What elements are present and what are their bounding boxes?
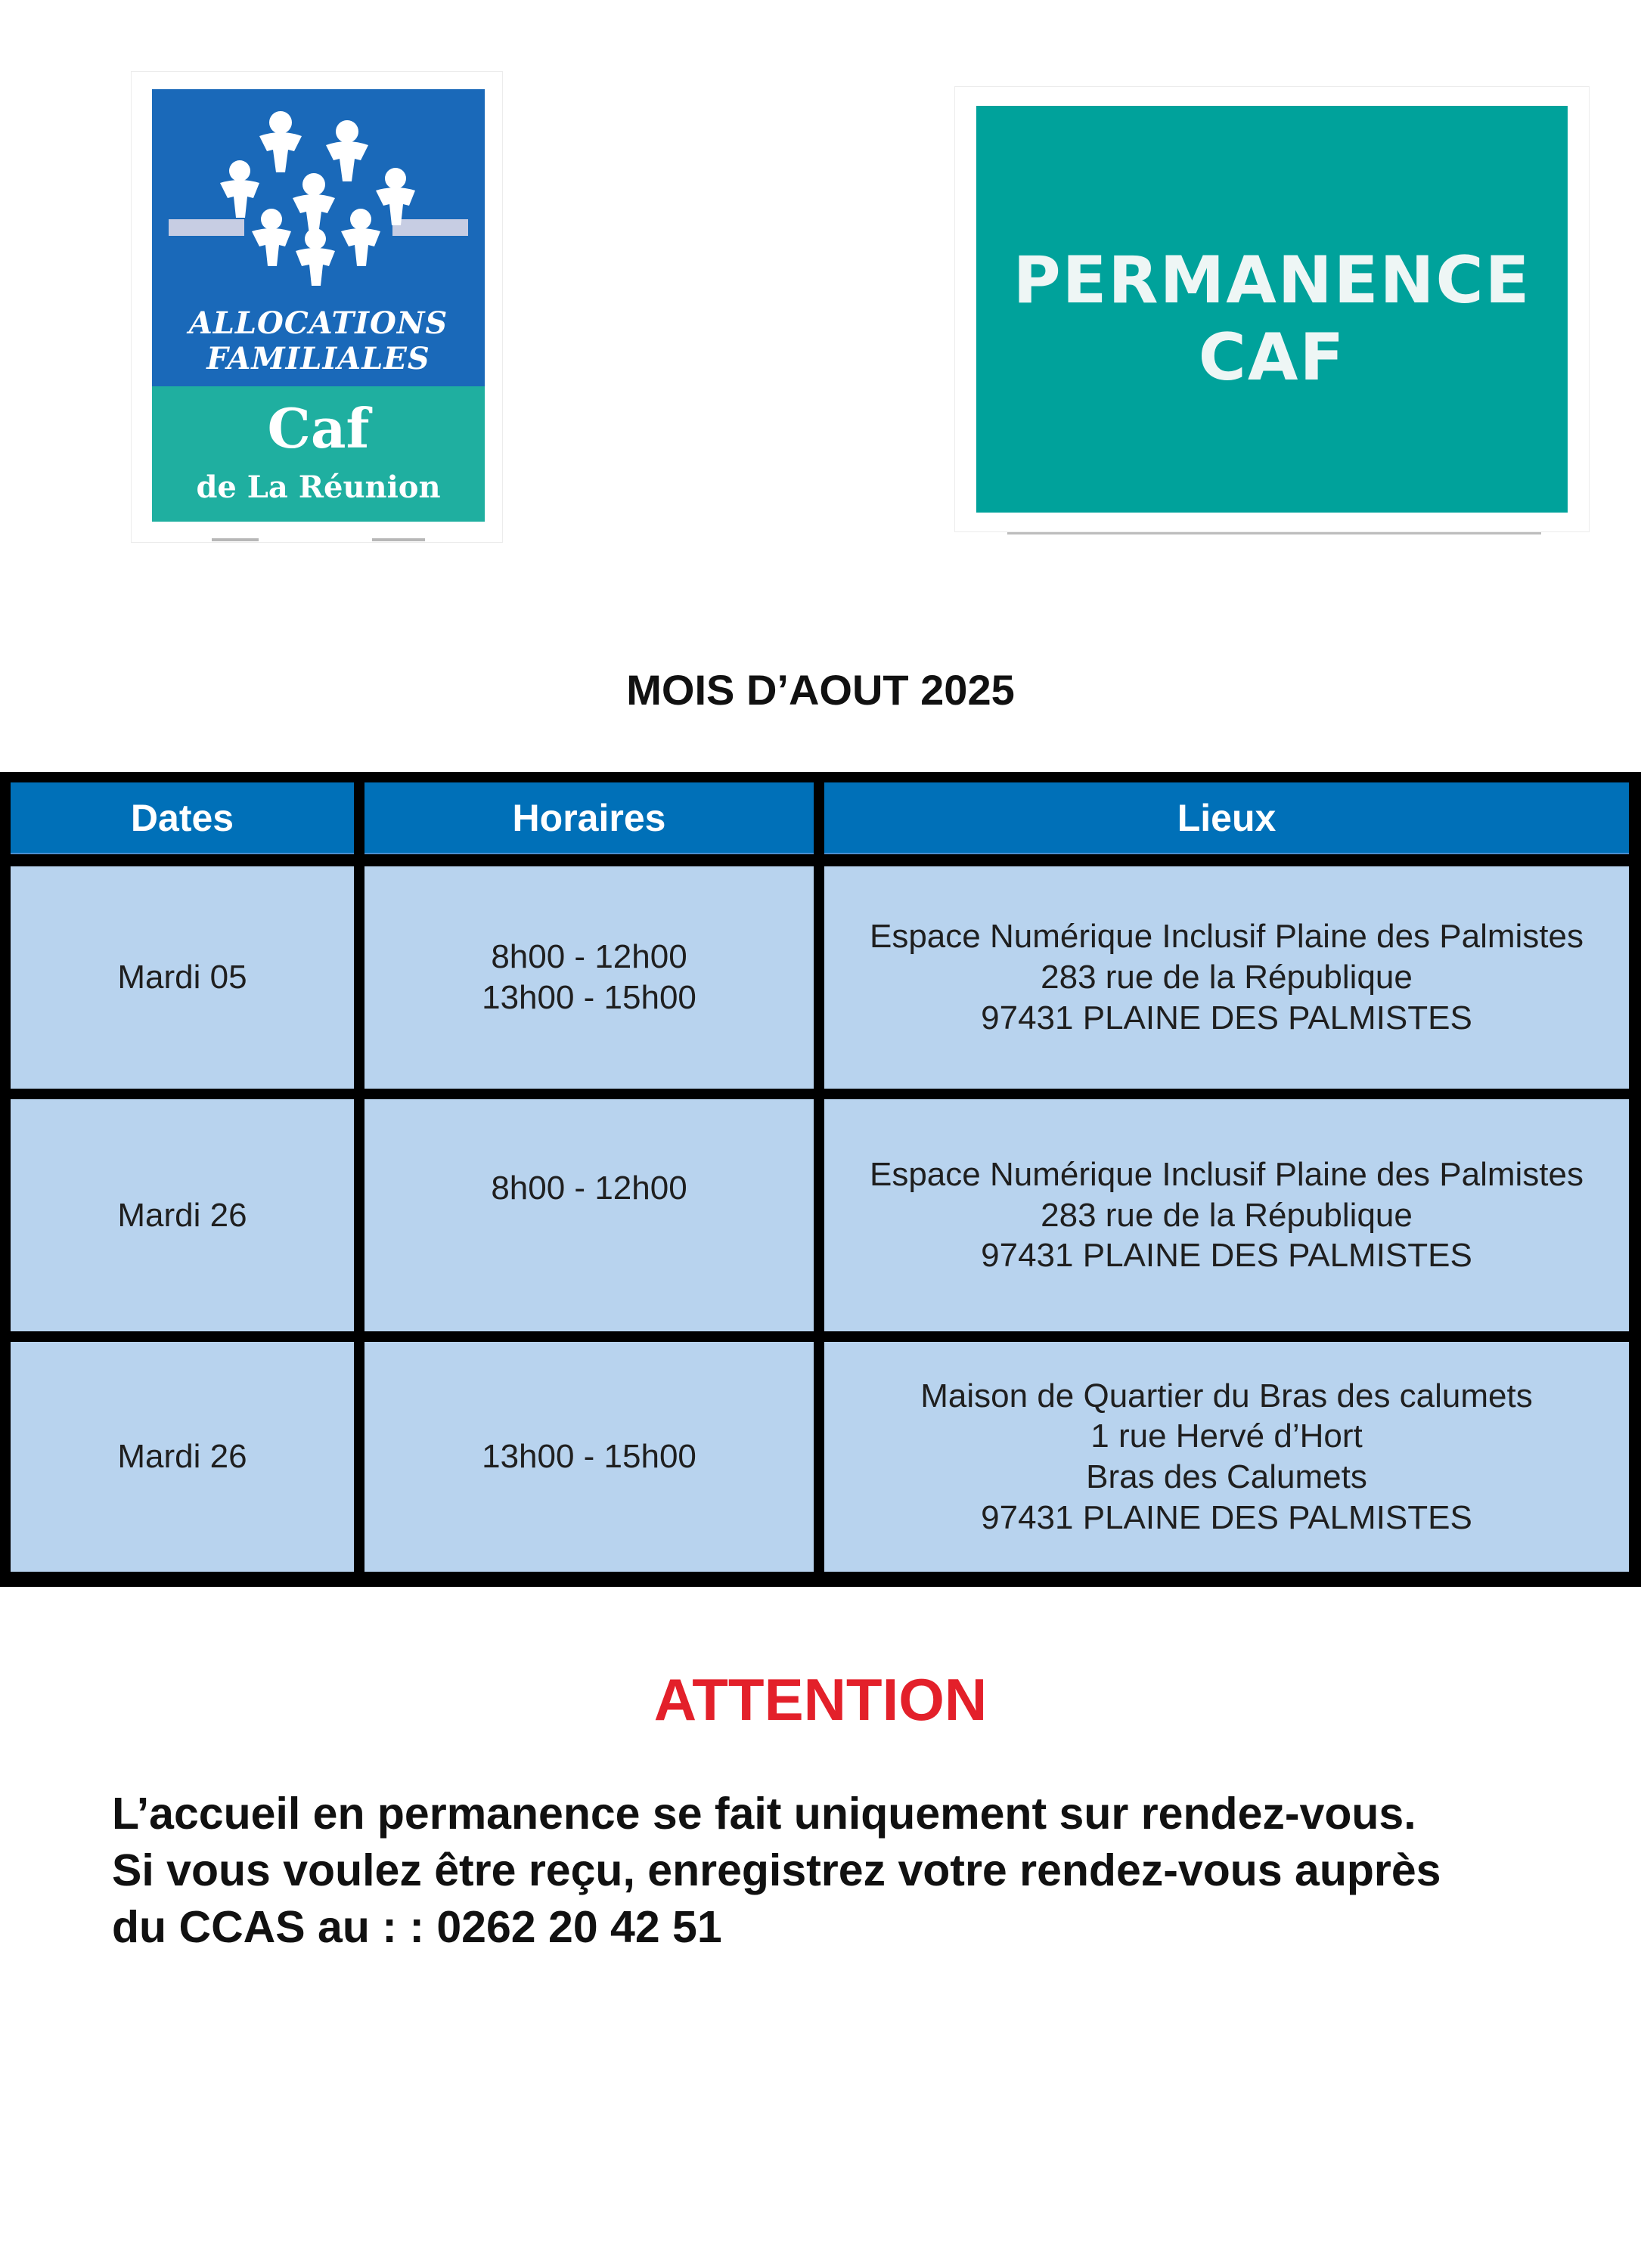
table-row-3-date xyxy=(11,1342,354,1572)
schedule-table xyxy=(0,772,1641,1587)
caf-reunion-logo xyxy=(152,89,485,522)
table-row-3-hours xyxy=(364,1342,814,1572)
permanence-caf-logo xyxy=(976,106,1568,513)
logo-text-allocations: ALLOCATIONS xyxy=(188,305,448,341)
hours-text: 8h00 - 12h00 xyxy=(491,938,687,976)
notice-line-1: L’accueil en permanence se fait uniquement sur rendez-vous. xyxy=(112,1789,1416,1839)
header-dates: Dates xyxy=(11,782,354,854)
table-row-1-place xyxy=(824,866,1629,1089)
logo-text-caf-green: CAF xyxy=(1198,320,1346,395)
table-row-2-hours xyxy=(364,1099,814,1331)
hours-text: 13h00 - 15h00 xyxy=(482,1438,696,1476)
notice-line-3: du CCAS au : : 0262 20 42 51 xyxy=(112,1901,722,1952)
table-row-1-hours xyxy=(364,866,814,1089)
table-row-2-date xyxy=(11,1099,354,1331)
notice-line-2: Si vous voulez être reçu, enregistrez votre rendez-vous auprès xyxy=(112,1845,1441,1895)
place-area: Bras des Calumets xyxy=(1086,1458,1367,1495)
place-name: Espace Numérique Inclusif Plaine des Palmistes xyxy=(869,1155,1584,1193)
hours-text: 8h00 - 12h00 xyxy=(491,1170,687,1207)
place-name: Maison de Quartier du Bras des calumets xyxy=(920,1377,1533,1414)
header-lieux: Lieux xyxy=(824,782,1629,854)
place-city: 97431 PLAINE DES PALMISTES xyxy=(981,1237,1472,1275)
place-street: 1 rue Hervé d’Hort xyxy=(1090,1418,1363,1455)
place-city: 97431 PLAINE DES PALMISTES xyxy=(981,999,1472,1036)
date-text: Mardi 26 xyxy=(117,1196,247,1234)
logo-underline xyxy=(1007,532,1541,534)
place-street: 283 rue de la République xyxy=(1041,959,1413,996)
appointment-notice xyxy=(112,1786,1594,1956)
place-name: Espace Numérique Inclusif Plaine des Palmistes xyxy=(869,918,1584,956)
logo-text-familiales: FAMILIALES xyxy=(206,341,430,376)
logo-tick xyxy=(212,538,259,541)
logo-tick xyxy=(372,538,425,541)
logo-text-reunion: de La Réunion xyxy=(196,469,441,505)
date-text: Mardi 26 xyxy=(117,1438,247,1476)
place-city: 97431 PLAINE DES PALMISTES xyxy=(981,1498,1472,1536)
table-row-1-date xyxy=(11,866,354,1089)
attention-heading: ATTENTION xyxy=(653,1666,988,1733)
header-horaires: Horaires xyxy=(364,782,814,854)
logo-text-permanence: PERMANENCE xyxy=(1013,243,1531,318)
logo-text-caf: Caf xyxy=(267,396,370,460)
table-row-3-place xyxy=(824,1342,1629,1572)
page-title: MOIS D’AOUT 2025 xyxy=(626,666,1015,714)
family-figures-icon xyxy=(212,106,424,287)
table-row-2-place xyxy=(824,1099,1629,1331)
hours-text: 13h00 - 15h00 xyxy=(482,979,696,1016)
place-street: 283 rue de la République xyxy=(1041,1196,1413,1234)
date-text: Mardi 05 xyxy=(117,959,247,996)
